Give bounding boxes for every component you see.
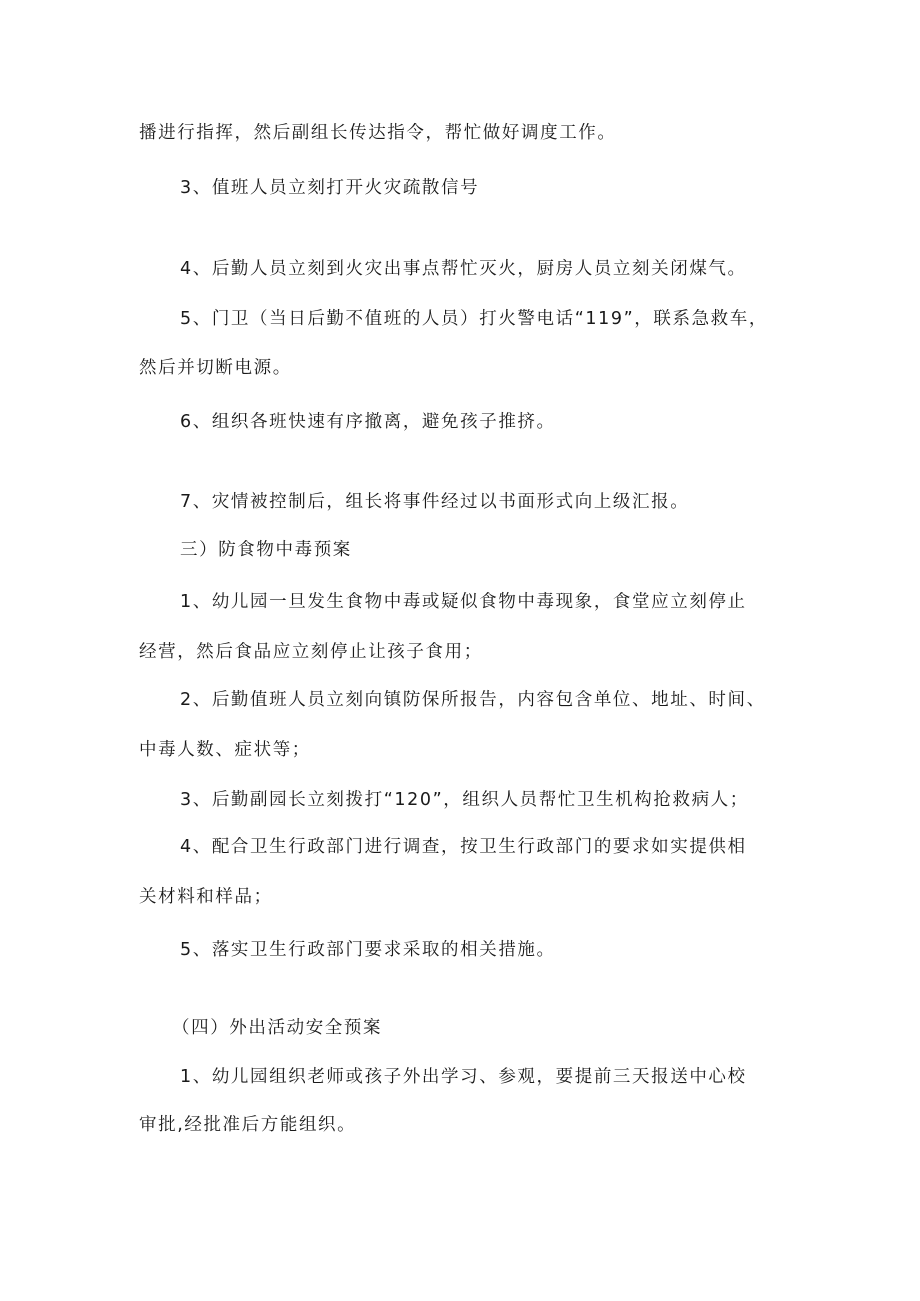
paragraph-line: 5、门卫（当日后勤不值班的人员）打火警电话“119”，联系急救车，	[180, 309, 768, 329]
paragraph-line: 1、幼儿园一旦发生食物中毒或疑似食物中毒现象，食堂应立刻停止	[180, 592, 747, 612]
paragraph-line: 经营，然后食品应立刻停止让孩子食用；	[139, 642, 483, 662]
paragraph-line: 6、组织各班快速有序撤离，避免孩子推挤。	[180, 412, 556, 432]
paragraph-line: 2、后勤值班人员立刻向镇防保所报告，内容包含单位、地址、时间、	[180, 690, 766, 710]
paragraph-line: 4、后勤人员立刻到火灾出事点帮忙灭火，厨房人员立刻关闭煤气。	[180, 259, 747, 279]
paragraph-line: 关材料和样品；	[139, 887, 273, 907]
paragraph-line: 5、落实卫生行政部门要求采取的相关措施。	[180, 940, 556, 960]
paragraph-line: 中毒人数、症状等；	[139, 740, 311, 760]
section-heading: 三）防食物中毒预案	[180, 540, 352, 560]
paragraph-line: 4、配合卫生行政部门进行调查，按卫生行政部门的要求如实提供相	[180, 837, 747, 857]
paragraph-line: 审批,经批准后方能组织。	[139, 1115, 357, 1135]
paragraph-line: 7、灾情被控制后，组长将事件经过以书面形式向上级汇报。	[180, 492, 690, 512]
section-heading: （四）外出活动安全预案	[172, 1018, 383, 1038]
paragraph-line: 3、后勤副园长立刻拨打“120”，组织人员帮忙卫生机构抢救病人；	[180, 790, 749, 810]
paragraph-line: 播进行指挥，然后副组长传达指令，帮忙做好调度工作。	[139, 123, 617, 143]
paragraph-line: 然后并切断电源。	[139, 358, 292, 378]
paragraph-line: 1、幼儿园组织老师或孩子外出学习、参观，要提前三天报送中心校	[180, 1067, 747, 1087]
paragraph-line: 3、值班人员立刻打开火灾疏散信号	[180, 178, 480, 198]
